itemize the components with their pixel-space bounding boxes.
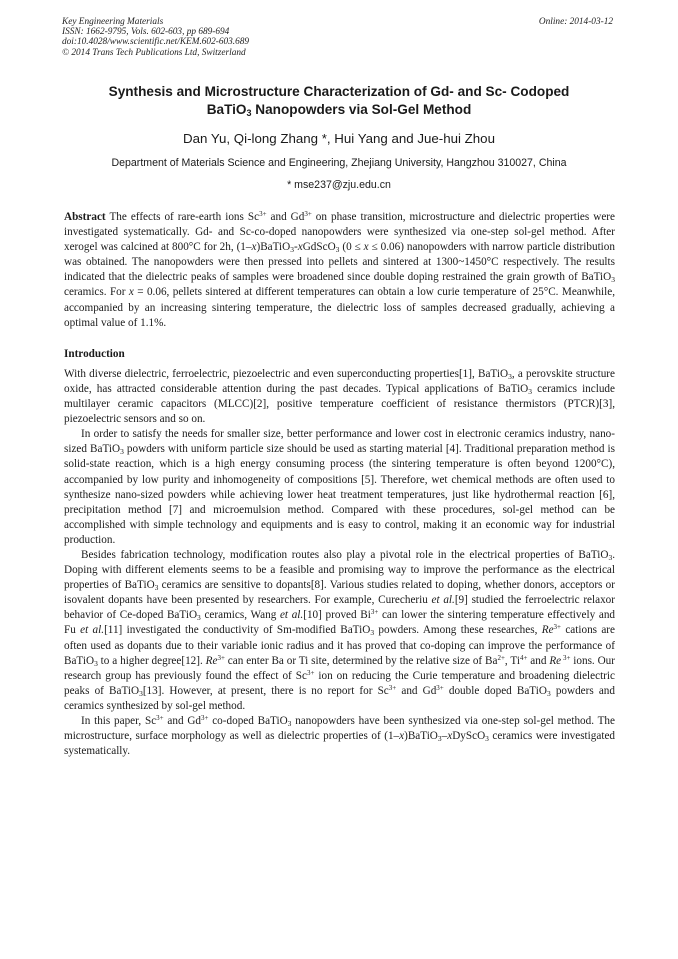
title-line-2: BaTiO$_3$ Nanopowders via Sol-Gel Method xyxy=(206,101,472,118)
corresponding-email[interactable]: * mse237@zju.edu.cn xyxy=(287,179,391,191)
journal-header xyxy=(62,17,422,58)
author-list: Dan Yu, Qi-long Zhang *, Hui Yang and Jue-hui Zhou xyxy=(183,131,495,146)
abstract-paragraph: Abstract The effects of rare-earth ions $Sc^{3+}$ and $Gd^{3+}$ on phase transition, microstructure and dielectric properties were investigated systematically. Gd- and Sc-co-doped nanopowders were synthesized via one-step sol-gel method. After xerogel was calcined at 800°C for 2h, (1–x)BaTiO$_3$-xGdScO$_3$ (0 ≤ x ≤ 0.06) nanopowders with narrow particle distribution was obtained. The nanopowders were then pressed into pellets and sintered at 1300~1450°C respectively. The results indicated that the dielectric peaks of samples were broadened since double doping restrained the grain growth of BaTiO$_3$ ceramics. For x = 0.06, pellets sintered at different temperatures can obtain a low curie temperature of 25°C. Meanwhile, accompanied by an increasing sintering temperature, the dielectric loss of samples decreased gradually, achieving a optimal value of 1.1%. xyxy=(64,210,615,329)
abstract-label: Abstract xyxy=(64,211,106,223)
intro-paragraph-3: Besides fabrication technology, modification routes also play a pivotal role in the electrical properties of BaTiO$_3$. Doping with different elements seems to be a feasible and promising way to improve the performance as the electrical properties of BaTiO$_3$ ceramics are sensitive to dopants[8]. Various studies related to doping, whether donors, acceptors or isovalent dopants have been presented by researchers. For example, Curecheriu et al.[9] studied the ferroelectric relaxor behavior of Ce-doped BaTiO$_3$ ceramics, Wang et al.[10] proved $Bi^{3+}$ can lower the sintering temperature effectively and Fu et al.[11] investigated the conductivity of Sm-modified BaTiO$_3$ powders. Among these researches, $Re^{3+}$ cations are often used as dopants due to their variable ionic radius and it has proved that co-doping can improve the performance of BaTiO$_3$ to a higher degree[12]. $Re^{3+}$ can enter Ba or Ti site, determined by the relative size of $Ba^{2+}$, $Ti^{4+}$ and Re $^{3+}$ ions. Our research group has previously found the effect of $Sc^{3+}$ ion on reducing the Curie temperature and broadening dielectric peaks of BaTiO$_3$[13]. However, at present, there is no report for $Sc^{3+}$ and $Gd^{3+}$ double doped BaTiO$_3$ powders and ceramics synthesized by sol-gel method. xyxy=(64,548,616,712)
intro-paragraph-4: In this paper, $Sc^{3+}$ and $Gd^{3+}$ co-doped BaTiO$_3$ nanopowders have been synthesized via one-step sol-gel method. The microstructure, surface morphology as well as dielectric properties of (1–x)BaTiO$_3$–xDyScO$_3$ ceramics were investigated systematically. xyxy=(64,714,615,758)
paper-body xyxy=(64,210,615,759)
affiliation: Department of Materials Science and Engineering, Zhejiang University, Hangzhou 310027, China xyxy=(111,157,567,169)
title-line-1: Synthesis and Microstructure Characterization of Gd- and Sc- Codoped xyxy=(108,84,570,99)
doi-line: doi:10.4028/www.scientific.net/KEM.602-603.689 xyxy=(62,37,250,48)
journal-name: Key Engineering Materials xyxy=(62,17,164,27)
intro-paragraph-2: In order to satisfy the needs for smaller size, better performance and lower cost in electronic ceramics industry, nano-sized BaTiO$_3$ powders with uniform particle size should be used as starting material [4]. Traditional preparation method is solid-state reaction, which is a high energy consuming process (the sintering temperature is often beyond 1200°C), accompanied by low purity and inhomogeneity of compositions [5]. Therefore, wet chemical methods are often used to synthesize nano-sized powders while achieving lower heat treatment temperatures, just like hydrothermal reaction [6], precipitation method [7] and microemulsion method. Compared with these procedures, sol-gel method can be accomplished with simple technology and equipments and is easy to control, making it an economic way for industrial production. xyxy=(64,428,615,546)
section-heading-introduction: Introduction xyxy=(64,347,125,360)
paper-title xyxy=(40,83,638,118)
issn-line: ISSN: 1662-9795, Vols. 602-603, pp 689-694 xyxy=(62,27,230,38)
copyright-line: © 2014 Trans Tech Publications Ltd, Switzerland xyxy=(62,47,246,58)
intro-paragraph-1: With diverse dielectric, ferroelectric, piezoelectric and even superconducting properties[1], BaTiO$_3$, a perovskite structure oxide, has attracted considerable attention during the past decades. Typical applications of BaTiO$_3$ ceramics include multilayer ceramic capacitors (MLCC)[2], positive temperature coefficient of resistance thermistors (PTCR)[3], piezoelectric sensors and so on. xyxy=(64,367,615,426)
online-date: Online: 2014-03-12 xyxy=(538,17,613,27)
